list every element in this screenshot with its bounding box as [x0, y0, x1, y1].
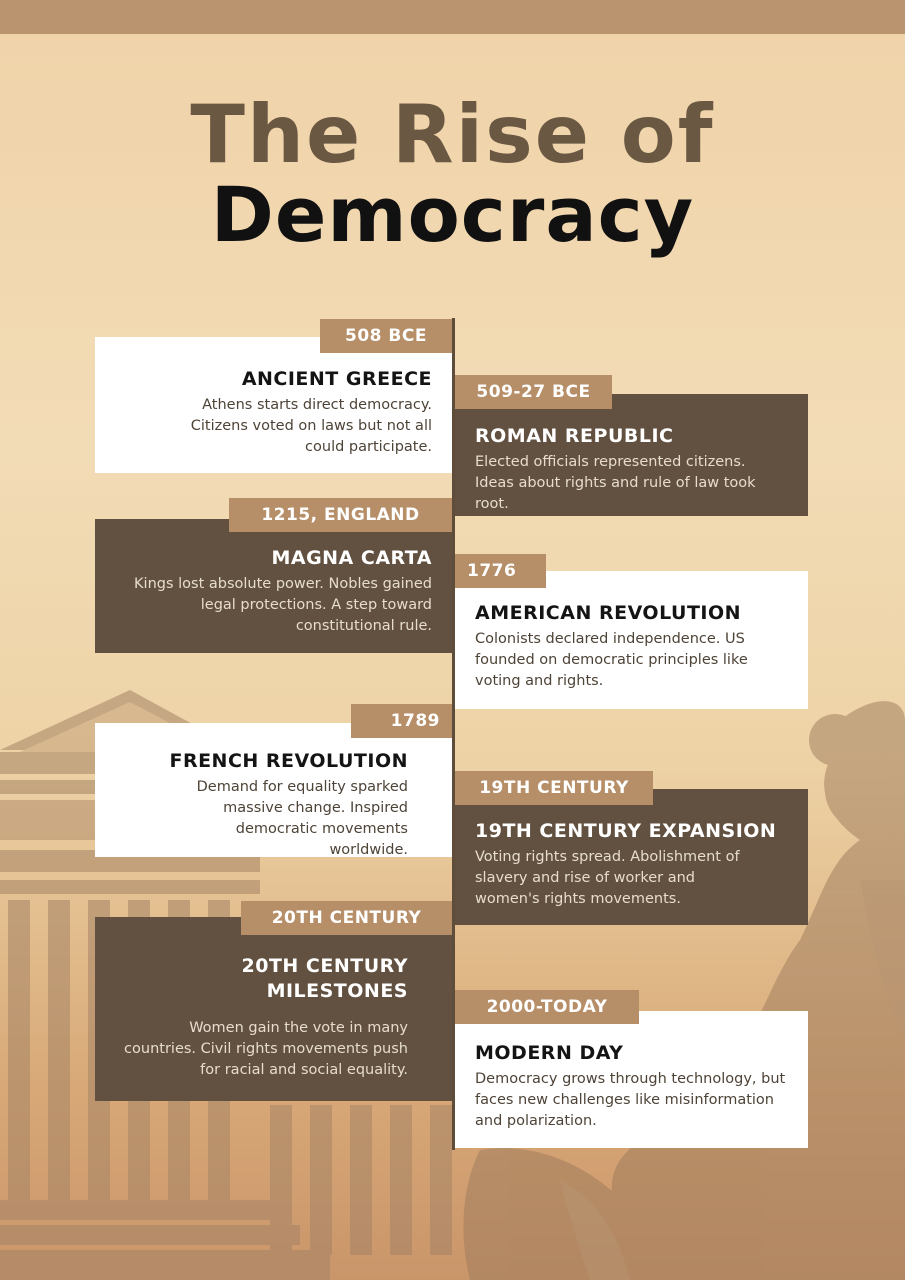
card-heading: FRENCH REVOLUTION: [169, 750, 408, 772]
date-tag: 1789: [351, 704, 452, 738]
date-tag: 20TH CENTURY: [241, 901, 452, 935]
card-heading: ROMAN REPUBLIC: [475, 425, 674, 447]
date-tag: 2000-TODAY: [455, 990, 639, 1024]
card-text: Athens starts direct democracy. Citizens voted on laws but not all could participate.: [190, 397, 432, 455]
timeline-card-ancient-greece: [95, 337, 452, 473]
timeline-card-american-revolution: [455, 571, 808, 709]
card-heading: MODERN DAY: [475, 1042, 624, 1064]
card-text: Kings lost absolute power. Nobles gained legal protections. A step toward constitutional rule.: [134, 576, 432, 634]
date-tag: 1215, ENGLAND: [229, 498, 452, 532]
timeline-card-20th-century-milestones: [95, 917, 452, 1101]
card-heading: 19TH CENTURY EXPANSION: [475, 820, 777, 842]
card-text: Colonists declared independence. US founded on democratic principles like voting and rights.: [475, 631, 748, 689]
card-text: Women gain the vote in many countries. Civil rights movements push for racial and social equality.: [124, 1020, 408, 1078]
card-text: Elected officials represented citizens. Ideas about rights and rule of law took root.: [475, 454, 756, 512]
card-text: Voting rights spread. Abolishment of slavery and rise of worker and women's rights movements.: [475, 849, 740, 907]
card-heading: AMERICAN REVOLUTION: [475, 602, 742, 624]
date-tag: 509-27 BCE: [455, 375, 612, 409]
date-tag: 508 BCE: [320, 319, 452, 353]
date-tag: 1776: [455, 554, 546, 588]
card-text: Democracy grows through technology, but faces new challenges like misinformation and polarization.: [475, 1071, 786, 1129]
title-line-1: The Rise of: [190, 88, 715, 181]
card-heading: ANCIENT GREECE: [241, 368, 432, 390]
card-text: Demand for equality sparked massive change. Inspired democratic movements worldwide.: [196, 779, 408, 858]
title-line-2: Democracy: [210, 170, 695, 259]
page-title: [0, 88, 905, 259]
timeline-card-roman-republic: [455, 394, 808, 516]
date-tag: 19TH CENTURY: [455, 771, 653, 805]
timeline-card-modern-day: [455, 1011, 808, 1148]
timeline-card-19th-century-expansion: [455, 789, 808, 925]
card-heading: 20TH CENTURY MILESTONES: [241, 955, 408, 1002]
card-heading: MAGNA CARTA: [271, 547, 432, 569]
timeline-card-magna-carta: [95, 519, 452, 653]
timeline-card-french-revolution: [95, 723, 452, 857]
